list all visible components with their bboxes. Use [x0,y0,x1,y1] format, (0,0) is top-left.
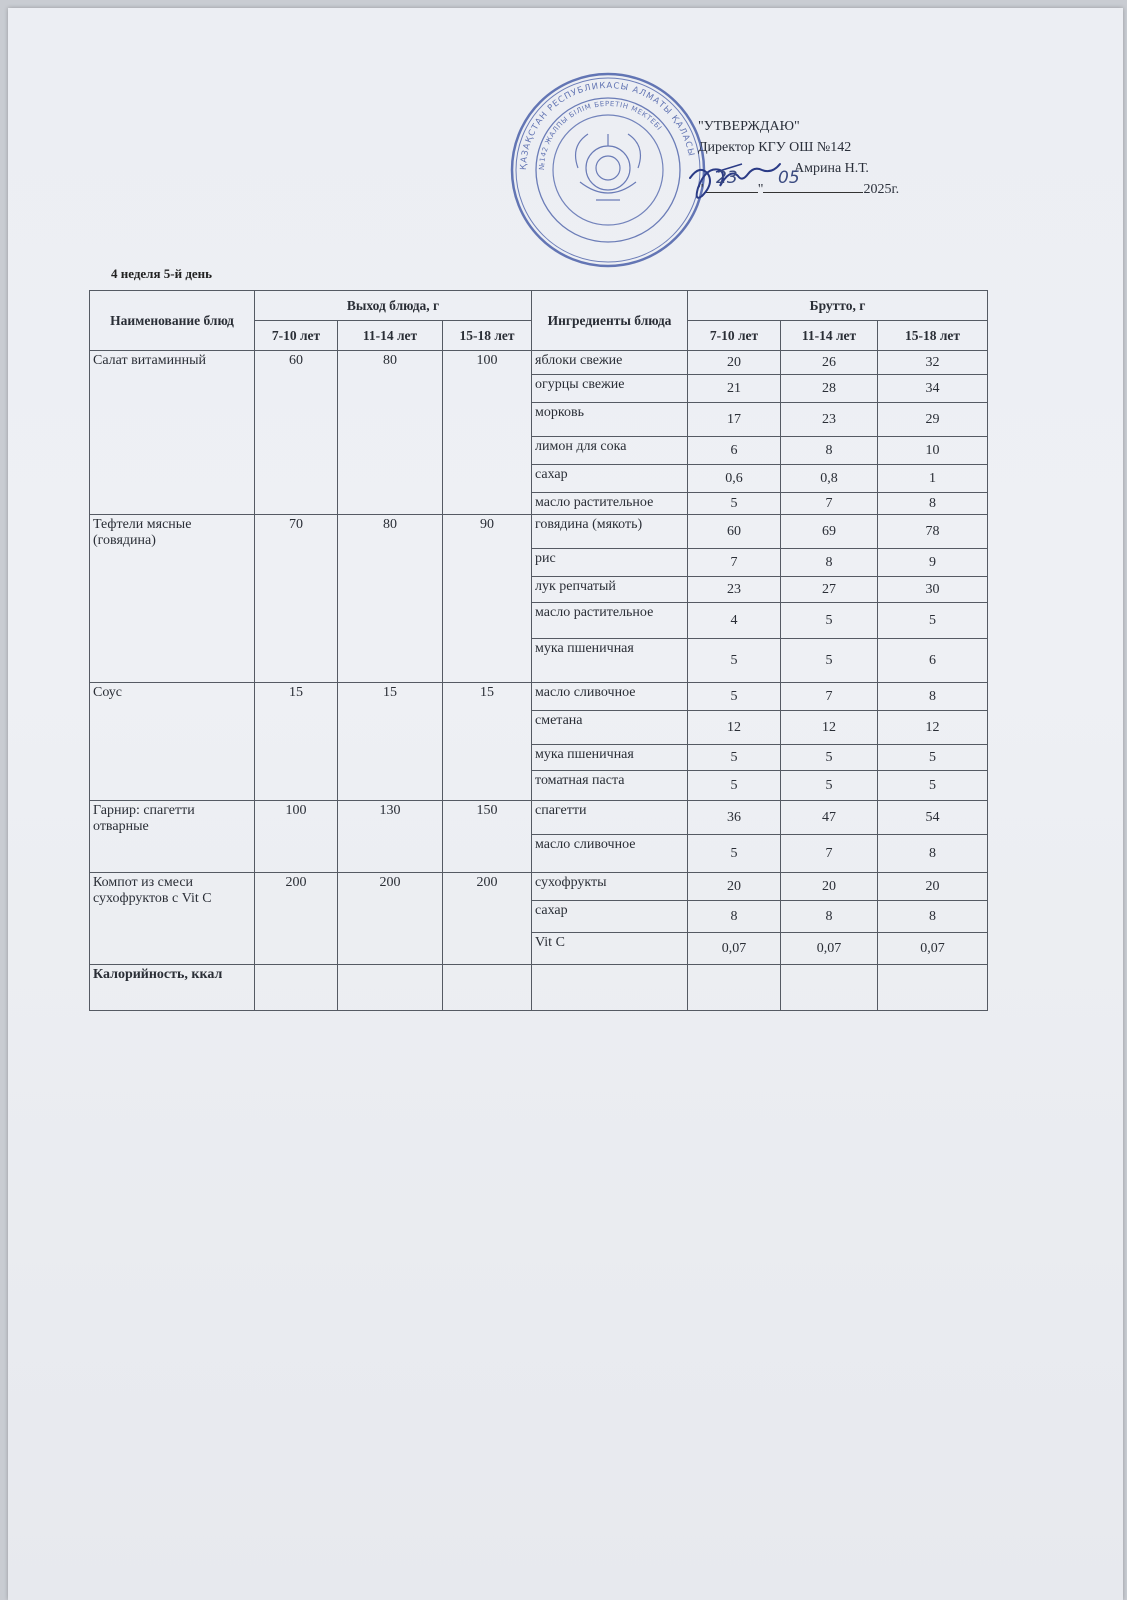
dish-output: 15 [443,683,532,801]
handwritten-month: 05 [778,168,800,188]
brutto-value: 20 [781,873,878,901]
ingredient-name: мука пшеничная [532,745,688,771]
brutto-value: 17 [688,403,781,437]
brutto-value: 5 [781,771,878,801]
brutto-value: 20 [878,873,988,901]
header-age: 11-14 лет [781,321,878,351]
calorie-cell [532,965,688,1011]
calorie-cell [878,965,988,1011]
dish-output: 80 [338,351,443,515]
brutto-value: 78 [878,515,988,549]
calorie-row [90,965,988,1011]
dish-name: Салат витаминный [90,351,255,515]
brutto-value: 0,6 [688,465,781,493]
week-day-subtitle: 4 неделя 5-й день [111,266,213,281]
dish-output: 15 [255,683,338,801]
header-age: 15-18 лет [443,321,532,351]
brutto-value: 60 [688,515,781,549]
brutto-value: 5 [878,771,988,801]
brutto-value: 21 [688,375,781,403]
dish-output: 150 [443,801,532,873]
brutto-value: 20 [688,873,781,901]
svg-text:№142 ЖАЛПЫ БІЛІМ БЕРЕТІН МЕКТЕ [538,100,663,170]
ingredient-name: мука пшеничная [532,639,688,683]
calorie-cell [338,965,443,1011]
brutto-value: 5 [781,603,878,639]
ingredient-name: рис [532,549,688,577]
ingredient-name: лимон для сока [532,437,688,465]
ingredient-name: яблоки свежие [532,351,688,375]
stamp-inner-text: №142 ЖАЛПЫ БІЛІМ БЕРЕТІН МЕКТЕБІ [537,99,664,171]
brutto-value: 27 [781,577,878,603]
table-row [90,873,988,901]
dish-output: 100 [255,801,338,873]
ingredient-name: томатная паста [532,771,688,801]
brutto-value: 7 [781,835,878,873]
brutto-value: 5 [878,603,988,639]
brutto-value: 23 [688,577,781,603]
brutto-value: 5 [688,639,781,683]
director-name: Амрина Н.Т. [794,161,869,176]
calorie-cell [443,965,532,1011]
brutto-value: 30 [878,577,988,603]
calorie-cell [255,965,338,1011]
ingredient-name: сахар [532,901,688,933]
brutto-value: 36 [688,801,781,835]
dish-name: Соус [90,683,255,801]
table-row [90,683,988,711]
stamp-outer-text: ҚАЗАҚСТАН РЕСПУБЛИКАСЫ АЛМАТЫ ҚАЛАСЫ [518,80,696,171]
dish-name: Тефтели мясные (говядина) [90,515,255,683]
brutto-value: 9 [878,549,988,577]
dish-output: 100 [443,351,532,515]
brutto-value: 0,07 [781,933,878,965]
calorie-cell [781,965,878,1011]
ingredient-name: Vit C [532,933,688,965]
brutto-value: 26 [781,351,878,375]
brutto-value: 7 [781,493,878,515]
brutto-value: 8 [688,901,781,933]
dish-output: 130 [338,801,443,873]
brutto-value: 8 [878,683,988,711]
brutto-value: 5 [688,493,781,515]
brutto-value: 5 [878,745,988,771]
brutto-value: 6 [878,639,988,683]
brutto-value: 5 [781,745,878,771]
ingredient-name: масло растительное [532,603,688,639]
approval-date: " " 2025г. [698,182,900,197]
approval-title: "УТВЕРЖДАЮ" [698,119,800,134]
ingredient-name: масло сливочное [532,835,688,873]
brutto-value: 0,8 [781,465,878,493]
ingredient-name: масло растительное [532,493,688,515]
ingredient-name: сухофрукты [532,873,688,901]
dish-output: 200 [338,873,443,965]
brutto-value: 4 [688,603,781,639]
brutto-value: 7 [781,683,878,711]
brutto-value: 29 [878,403,988,437]
brutto-value: 69 [781,515,878,549]
menu-table-body [90,351,988,1011]
header-age: 7-10 лет [688,321,781,351]
ingredient-name: лук репчатый [532,577,688,603]
brutto-value: 47 [781,801,878,835]
header-ingredients: Ингредиенты блюда [532,291,688,351]
calorie-cell [688,965,781,1011]
brutto-value: 32 [878,351,988,375]
brutto-value: 8 [781,437,878,465]
ingredient-name: сметана [532,711,688,745]
dish-output: 200 [255,873,338,965]
brutto-value: 8 [878,493,988,515]
dish-output: 80 [338,515,443,683]
ingredient-name: морковь [532,403,688,437]
header-output: Выход блюда, г [255,291,532,321]
header-age: 7-10 лет [255,321,338,351]
brutto-value: 1 [878,465,988,493]
brutto-value: 10 [878,437,988,465]
ingredient-name: сахар [532,465,688,493]
menu-table [89,290,988,1011]
calorie-label: Калорийность, ккал [90,965,255,1011]
dish-output: 200 [443,873,532,965]
dish-name: Гарнир: спагетти отварные [90,801,255,873]
ingredient-name: говядина (мякоть) [532,515,688,549]
brutto-value: 23 [781,403,878,437]
brutto-value: 7 [688,549,781,577]
dish-name: Компот из смеси сухофруктов с Vit C [90,873,255,965]
table-row [90,515,988,549]
date-year: 2025г. [863,182,900,197]
header-age: 11-14 лет [338,321,443,351]
brutto-value: 8 [878,835,988,873]
director-line: Директор КГУ ОШ №142 [698,140,852,155]
brutto-value: 5 [688,771,781,801]
table-row [90,351,988,375]
dish-output: 60 [255,351,338,515]
official-stamp [508,70,708,270]
brutto-value: 54 [878,801,988,835]
table-row [90,801,988,835]
handwritten-day: 23 [716,168,738,188]
brutto-value: 5 [688,835,781,873]
header-age: 15-18 лет [878,321,988,351]
header-brutto: Брутто, г [688,291,988,321]
brutto-value: 5 [781,639,878,683]
brutto-value: 0,07 [688,933,781,965]
brutto-value: 12 [878,711,988,745]
brutto-value: 12 [688,711,781,745]
ingredient-name: спагетти [532,801,688,835]
ingredient-name: огурцы свежие [532,375,688,403]
brutto-value: 8 [781,549,878,577]
dish-output: 15 [338,683,443,801]
brutto-value: 0,07 [878,933,988,965]
brutto-value: 20 [688,351,781,375]
header-dish-name: Наименование блюд [90,291,255,351]
brutto-value: 8 [878,901,988,933]
dish-output: 70 [255,515,338,683]
brutto-value: 6 [688,437,781,465]
ingredient-name: масло сливочное [532,683,688,711]
brutto-value: 8 [781,901,878,933]
brutto-value: 34 [878,375,988,403]
brutto-value: 5 [688,745,781,771]
brutto-value: 12 [781,711,878,745]
brutto-value: 5 [688,683,781,711]
dish-output: 90 [443,515,532,683]
brutto-value: 28 [781,375,878,403]
